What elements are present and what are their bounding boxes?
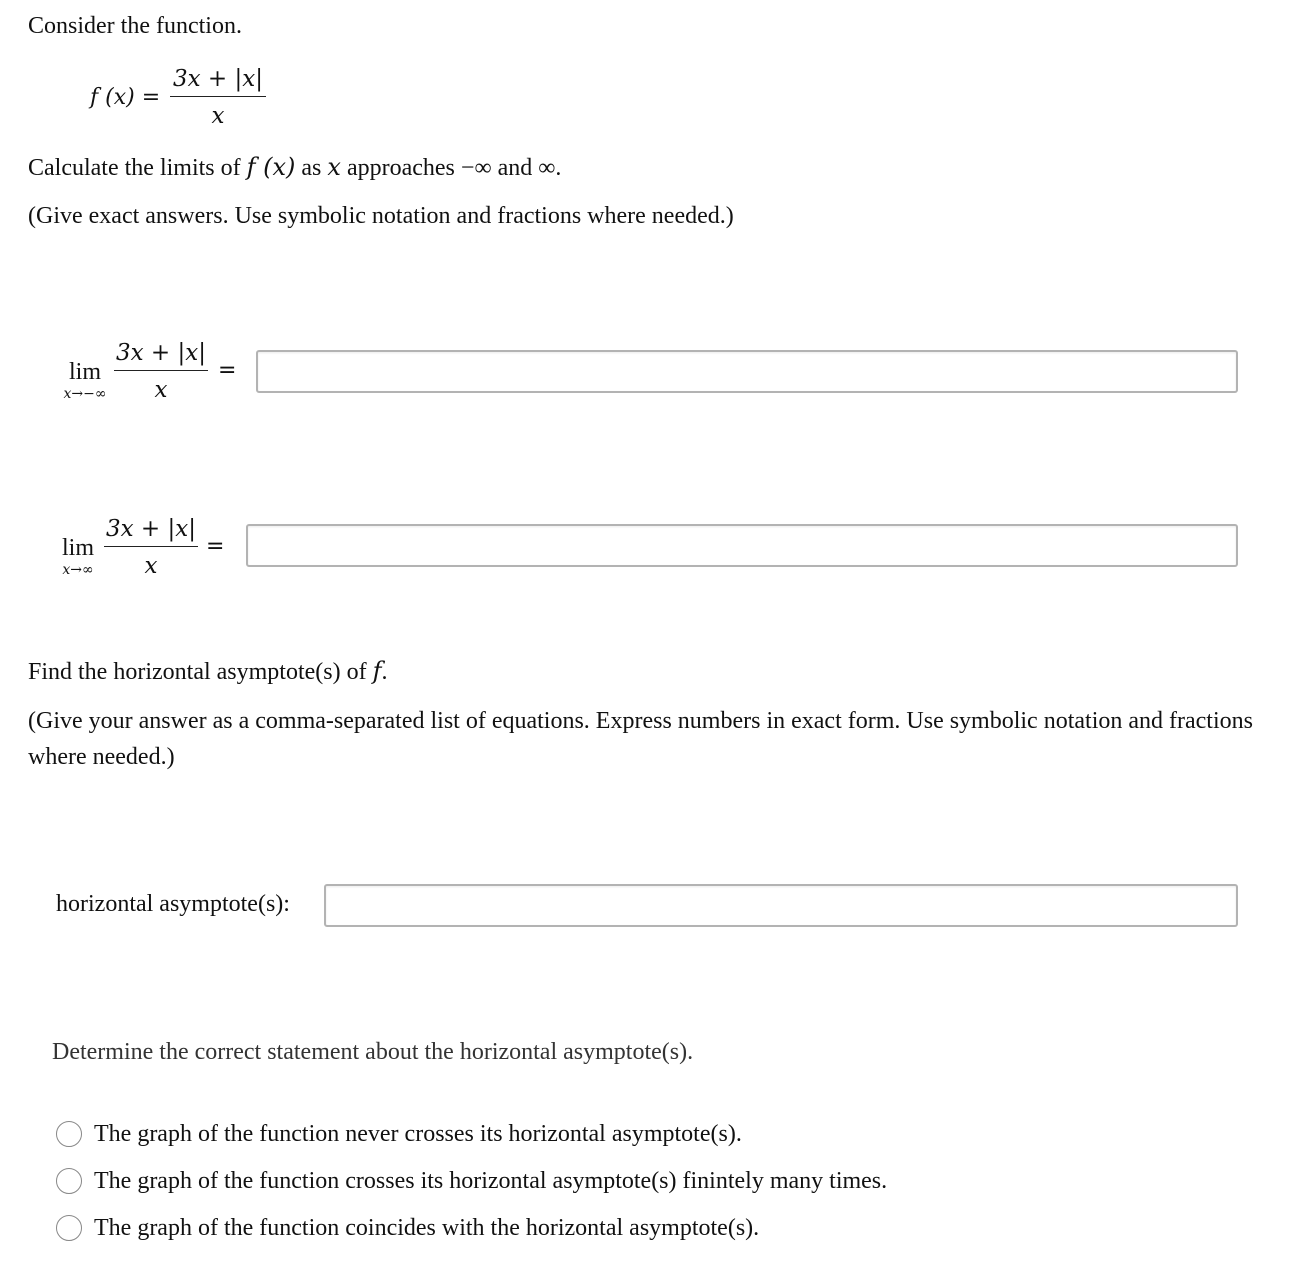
fraction-bar bbox=[114, 370, 208, 371]
radio-button[interactable] bbox=[56, 1121, 82, 1147]
calc-prompt: Calculate the limits of f (x) as x approaches −∞ and ∞. bbox=[28, 153, 562, 181]
limit1-numerator: 3x + |x| bbox=[116, 340, 206, 366]
limit2-equals: = bbox=[206, 534, 225, 559]
limit1-equals: = bbox=[218, 358, 237, 383]
limit-neg-inf-answer-input[interactable] bbox=[256, 350, 1238, 393]
radio-button[interactable] bbox=[56, 1215, 82, 1241]
asymptote-prompt: Find the horizontal asymptote(s) of f. bbox=[28, 657, 388, 685]
function-denominator: x bbox=[211, 103, 225, 129]
limit-pos-inf-answer-input[interactable] bbox=[246, 524, 1238, 567]
limit2-operator bbox=[52, 534, 104, 578]
option-coincides[interactable] bbox=[56, 1210, 759, 1246]
limit1-operator bbox=[56, 358, 114, 402]
limit1-fraction bbox=[114, 338, 208, 405]
function-numerator: 3x + |x| bbox=[173, 66, 263, 92]
option-never-crosses[interactable] bbox=[56, 1116, 742, 1152]
calc-instruction: (Give exact answers. Use symbolic notation and fractions where needed.) bbox=[28, 203, 734, 229]
option-crosses-finitely[interactable] bbox=[56, 1163, 887, 1199]
option-label: The graph of the function crosses its horizontal asymptote(s) finintely many times. bbox=[94, 1167, 888, 1194]
intro-text: Consider the function. bbox=[28, 13, 242, 39]
lim-subscript: x→∞ bbox=[62, 562, 94, 578]
limit2-numerator: 3x + |x| bbox=[106, 516, 196, 542]
limit2-denominator: x bbox=[144, 553, 158, 579]
option-label: The graph of the function coincides with the horizontal asymptote(s). bbox=[94, 1214, 760, 1241]
fraction-bar bbox=[104, 546, 198, 547]
fraction-bar bbox=[170, 96, 266, 97]
limit1-denominator: x bbox=[154, 377, 168, 403]
lim-subscript: x→−∞ bbox=[63, 386, 107, 402]
option-label: The graph of the function never crosses its horizontal asymptote(s). bbox=[94, 1120, 742, 1147]
lim-label: lim bbox=[68, 359, 101, 385]
function-fraction bbox=[170, 64, 266, 131]
statement-prompt: Determine the correct statement about the horizontal asymptote(s). bbox=[52, 1039, 694, 1065]
limit2-fraction bbox=[104, 514, 198, 581]
lim-label: lim bbox=[61, 535, 94, 561]
asymptote-label: horizontal asymptote(s): bbox=[56, 891, 290, 917]
horizontal-asymptote-input[interactable] bbox=[324, 884, 1238, 927]
asymptote-instruction-line2: where needed.) bbox=[28, 744, 175, 770]
radio-button[interactable] bbox=[56, 1168, 82, 1194]
asymptote-instruction-line1: (Give your answer as a comma-separated list of equations. Express numbers in exact form. Use symbolic notation and fractions bbox=[28, 708, 1253, 734]
function-lhs: f (x) = bbox=[90, 85, 161, 110]
